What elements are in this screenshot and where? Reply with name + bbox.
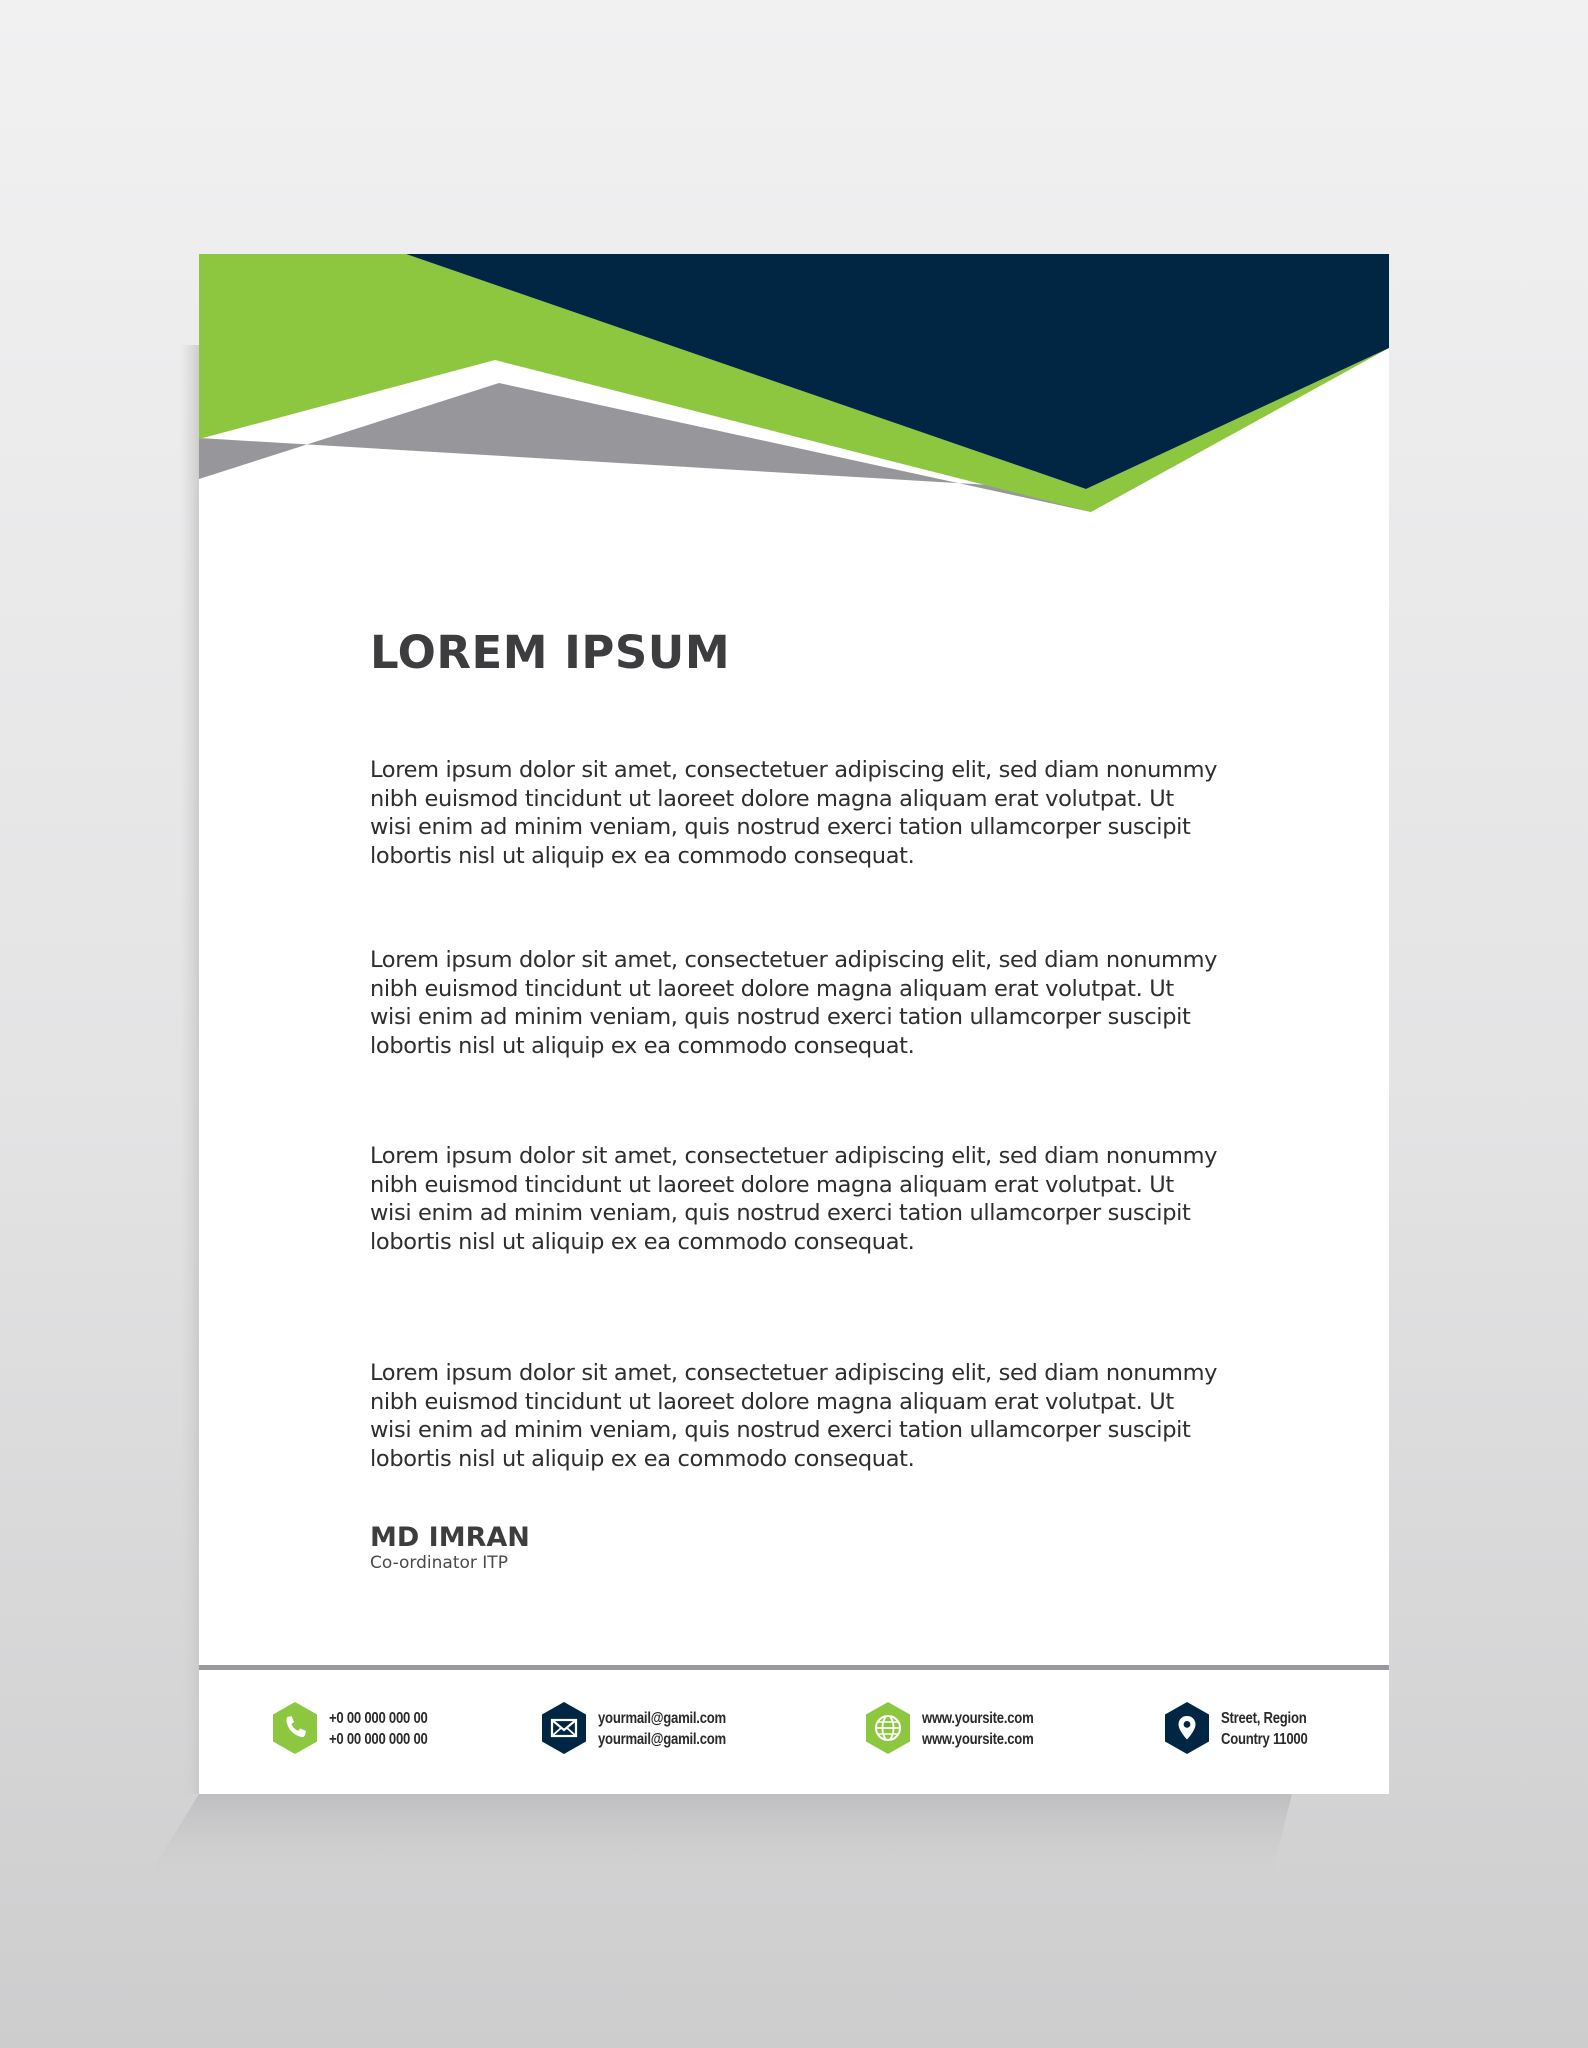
body-paragraph [370,1142,1250,1256]
body-paragraph [370,1359,1250,1473]
letterhead-page [199,254,1389,1794]
signature-role: Co-ordinator ITP [370,1553,508,1573]
email-address[interactable]: yourmail@gamil.com [598,1710,726,1727]
paragraph-line: nibh euismod tincidunt ut laoreet dolore magna aliquam erat volutpat. Ut [370,975,1174,1002]
phone-number: +0 00 000 000 00 [329,1731,428,1748]
paragraph-line: Lorem ipsum dolor sit amet, consectetuer adipiscing elit, sed diam nonummy [370,947,1218,973]
website-lines [922,1708,1034,1750]
body-paragraph [370,756,1250,870]
phone-lines [329,1708,428,1750]
paragraph-line: nibh euismod tincidunt ut laoreet dolore magna aliquam erat volutpat. Ut [370,1171,1174,1198]
header-banner [199,254,1389,514]
email-lines [598,1708,726,1750]
address-lines [1221,1708,1307,1750]
website-url[interactable]: www.yoursite.com [922,1731,1034,1748]
paragraph-line: wisi enim ad minim veniam, quis nostrud exerci tation ullamcorper suscipit [370,814,1191,840]
paragraph-line: lobortis nisl ut aliquip ex ea commodo consequat. [370,1445,915,1472]
signature-name: MD IMRAN [370,1522,530,1553]
envelope-icon [540,1701,588,1755]
paragraph-line: Lorem ipsum dolor sit amet, consectetuer adipiscing elit, sed diam nonummy [370,1360,1218,1386]
email-address[interactable]: yourmail@gamil.com [598,1731,726,1748]
address-line: Street, Region [1221,1710,1307,1727]
location-pin-icon [1163,1701,1211,1755]
phone-icon [271,1701,319,1755]
paragraph-line: wisi enim ad minim veniam, quis nostrud exerci tation ullamcorper suscipit [370,1004,1191,1030]
globe-icon [864,1701,912,1755]
page-title: LOREM IPSUM [370,626,731,679]
paragraph-line: lobortis nisl ut aliquip ex ea commodo consequat. [370,842,915,869]
paragraph-line: Lorem ipsum dolor sit amet, consectetuer adipiscing elit, sed diam nonummy [370,1143,1218,1169]
paragraph-line: nibh euismod tincidunt ut laoreet dolore magna aliquam erat volutpat. Ut [370,785,1174,812]
paragraph-line: wisi enim ad minim veniam, quis nostrud exerci tation ullamcorper suscipit [370,1417,1191,1443]
paragraph-line: lobortis nisl ut aliquip ex ea commodo consequat. [370,1032,915,1059]
address-line: Country 11000 [1221,1731,1308,1748]
paragraph-line: wisi enim ad minim veniam, quis nostrud exerci tation ullamcorper suscipit [370,1200,1191,1226]
body-paragraph [370,946,1250,1060]
paragraph-line: lobortis nisl ut aliquip ex ea commodo consequat. [370,1228,915,1255]
phone-number: +0 00 000 000 00 [329,1710,428,1727]
footer-divider [199,1665,1389,1670]
paragraph-line: Lorem ipsum dolor sit amet, consectetuer adipiscing elit, sed diam nonummy [370,757,1218,783]
website-url[interactable]: www.yoursite.com [922,1710,1034,1727]
paragraph-line: nibh euismod tincidunt ut laoreet dolore magna aliquam erat volutpat. Ut [370,1388,1174,1415]
